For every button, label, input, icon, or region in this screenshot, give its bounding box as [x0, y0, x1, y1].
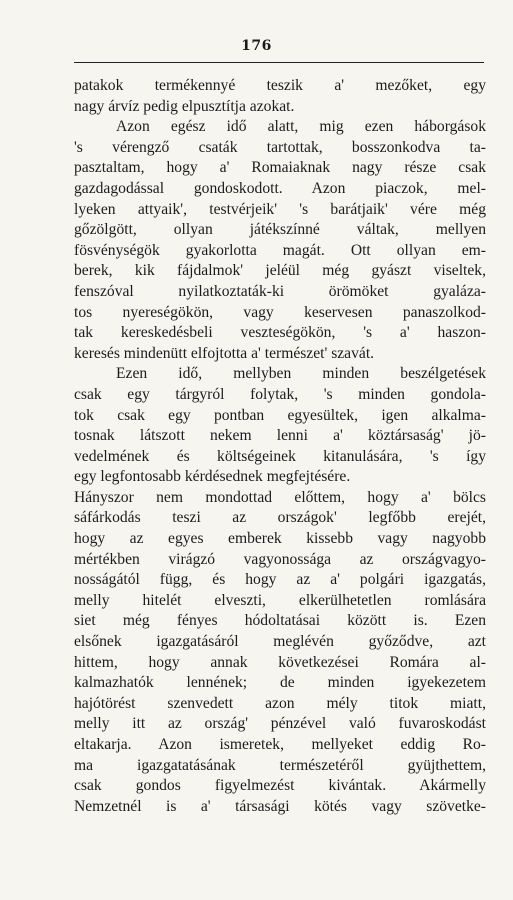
text-line-1: patakok termékennyé teszik a' mezőket, egy: [74, 77, 486, 94]
text-line-2: nagy árvíz pedig elpusztítja azokat.: [74, 97, 295, 115]
text-line-17: tok csak egy pontban egyesültek, igen alkalma-: [74, 406, 486, 424]
text-line-34: ma igazgatatásának természetéről gyüjthettem,: [74, 756, 486, 774]
text-line-9: fösvénységök gyakorlotta magát. Ott ollyan em-: [74, 241, 486, 259]
text-line-21: Hányszor nem mondottad előttem, hogy a' bölcs: [74, 488, 486, 506]
text-line-35: csak gondos figyelmezést kivántak. Akármelly: [74, 777, 486, 795]
text-line-8: gőzölgött, ollyan játékszínné váltak, mellyen: [74, 221, 486, 239]
text-line-28: elsőnek igazgatásáról meglévén győződve, azt: [74, 633, 486, 651]
text-line-36: Nemzetnél is a' társasági kötés vagy szövetke-: [74, 797, 486, 815]
text-line-12: tos nyereségökön, vagy keservesen panaszolkod-: [74, 303, 486, 321]
text-line-23: hogy az egyes emberek kissebb vagy nagyobb: [74, 530, 486, 548]
text-line-14: keresés mindenütt elfojtotta a' természet' szavát.: [74, 344, 375, 362]
page-number: 176: [241, 38, 272, 54]
header-rule: [74, 62, 484, 63]
text-line-11: fenszóval nyilatkoztaták-ki örömöket gyaláza-: [74, 282, 486, 300]
text-line-25: nosságától függ, és hogy az a' polgári igazgatás,: [74, 571, 486, 589]
text-line-5: pasztaltam, hogy a' Romaiaknak nagy része csak: [74, 159, 486, 177]
text-line-18: tosnak látszott nekem lenni a' köztársaság' jö-: [74, 427, 486, 445]
text-line-27: siet még fényes hódoltatásai között is. Ezen: [74, 612, 486, 630]
text-line-4: 's vérengző csaták tartottak, bosszonkodva ta-: [74, 138, 486, 156]
text-line-31: hajótörést szenvedett azon mély titok miatt,: [74, 694, 486, 712]
text-line-6: gazdagodással gondoskodott. Azon piaczok, mel-: [74, 179, 486, 197]
text-line-32: melly itt az ország' pénzével való fuvaroskodást: [74, 715, 486, 733]
text-line-26: melly hitelét elveszti, elkerülhetetlen romlására: [74, 591, 486, 609]
text-line-10: berek, kik fájdalmok' jeléül még gyászt viseltek,: [74, 262, 486, 280]
text-line-16: csak egy tárgyról folytak, 's minden gondola-: [74, 385, 486, 403]
text-line-20: egy legfontosabb kérdésednek megfejtésére.: [74, 468, 351, 486]
text-line-33: eltakarja. Azon ismeretek, mellyeket eddig Ro-: [74, 736, 486, 753]
text-line-19: vedelmének és költségeinek kitanulására, 's így: [74, 447, 486, 465]
text-line-30: kalmazhatók lennének; de minden igyekezetem: [74, 674, 486, 692]
text-line-7: lyeken attyaik', testvérjeik' 's barátjaik' vére még: [74, 200, 486, 218]
body-text: [74, 76, 486, 817]
text-line-22: sáfárkodás teszi az országok' legfőbb erejét,: [74, 509, 486, 527]
text-line-29: hittem, hogy annak következései Romára al-: [74, 653, 486, 671]
text-line-15: Ezen idő, mellyben minden beszélgetések: [116, 365, 486, 383]
text-line-24: mértékben virágzó vagyonossága az országvagyo-: [74, 550, 486, 568]
text-line-13: tak kereskedésbeli veszteségökön, 's a' haszon-: [74, 324, 486, 342]
text-line-3: Azon egész idő alatt, mig ezen háborgások: [116, 118, 486, 136]
